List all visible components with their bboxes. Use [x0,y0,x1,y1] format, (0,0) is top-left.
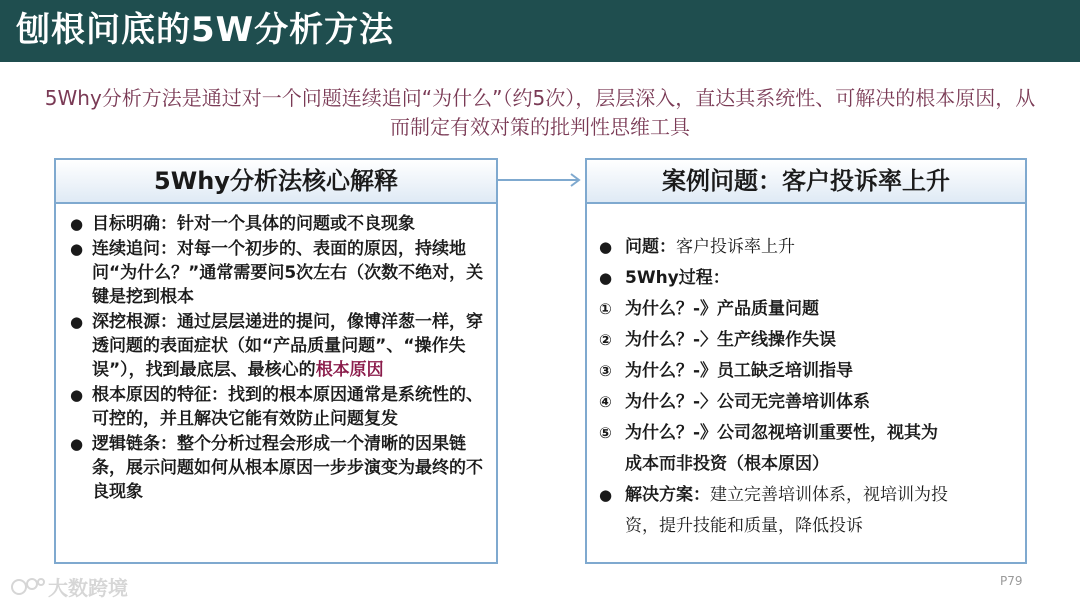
core-explanation-heading: 5Why分析法核心解释 [56,160,496,204]
process-label: 5Why过程： [625,268,730,288]
step-item [597,356,1015,387]
step-text: 为什么？-》员工缺乏培训指导 [625,361,854,381]
list-item [68,212,486,236]
step-item [597,325,1015,356]
step-text-continued: 成本而非投资（根本原因） [625,454,829,474]
bullet-icon: ● [599,269,613,287]
watermark-text: 大数跨境 [48,576,128,600]
bullet-icon: ● [70,435,84,453]
title-bar [0,0,1080,62]
step-marker: ① [599,300,612,318]
arrow-right-icon [498,170,585,190]
list-item-text: 目标明确：针对一个具体的问题或不良现象 [92,214,415,234]
step-marker: ② [599,331,612,349]
list-item-text: 逻辑链条：整个分析过程会形成一个清晰的因果链条，展示问题如何从根本原因一步步演变为最终的不良现象 [92,434,483,502]
bullet-icon: ● [599,486,613,504]
bullet-icon: ● [70,240,84,258]
step-item [597,418,1015,480]
bullet-icon: ● [70,313,84,331]
list-item [68,237,486,309]
solution-value-continued: 资，提升技能和质量，降低投诉 [625,516,863,536]
problem-item [597,232,1015,263]
step-item [597,387,1015,418]
core-explanation-panel [54,158,498,564]
step-item [597,294,1015,325]
list-item-text: 连续追问：对每一个初步的、表面的原因，持续地问“为什么？”通常需要问5次左右（次数不绝对，关键是挖到根本 [92,239,484,307]
step-text: 为什么？-》产品质量问题 [625,299,820,319]
list-item [68,310,486,382]
page-number: P79 [1000,574,1023,588]
watermark-logo-icon [10,574,46,600]
solution-value: 建立完善培训体系，视培训为投 [710,485,948,505]
list-item-text: 深挖根源：通过层层递进的提问，像博洋葱一样，穿透问题的表面症状（如“产品质量问题”、“操作失误”），找到最底层、最核心的 [92,312,483,380]
bullet-icon: ● [70,215,84,233]
list-item [68,432,486,504]
list-item [68,383,486,431]
slide-title: 刨根问底的5W分析方法 [16,10,395,50]
solution-item [597,480,1015,542]
step-marker: ⑤ [599,424,612,442]
step-marker: ③ [599,362,612,380]
intro-text: 5Why分析方法是通过对一个问题连续追问“为什么”（约5次），层层深入，直达其系统性、可解决的根本原因，从而制定有效对策的批判性思维工具 [44,86,1036,139]
case-heading: 案例问题：客户投诉率上升 [587,160,1025,204]
case-panel [585,158,1027,564]
step-text: 为什么？-》公司忽视培训重要性，视其为 [625,423,939,443]
solution-label: 解决方案： [625,485,710,505]
core-explanation-list [56,204,496,504]
bullet-icon: ● [599,238,613,256]
process-item [597,263,1015,294]
root-cause-highlight: 根本原因 [315,360,384,380]
step-marker: ④ [599,393,612,411]
step-text: 为什么？-〉公司无完善培训体系 [625,392,871,412]
step-text: 为什么？-〉生产线操作失误 [625,330,837,350]
problem-label: 问题： [625,237,676,257]
case-list [587,204,1025,542]
problem-value: 客户投诉率上升 [676,237,795,257]
bullet-icon: ● [70,386,84,404]
list-item-text: 根本原因的特征：找到的根本原因通常是系统性的、可控的，并且解决它能有效防止问题复发 [92,385,483,429]
